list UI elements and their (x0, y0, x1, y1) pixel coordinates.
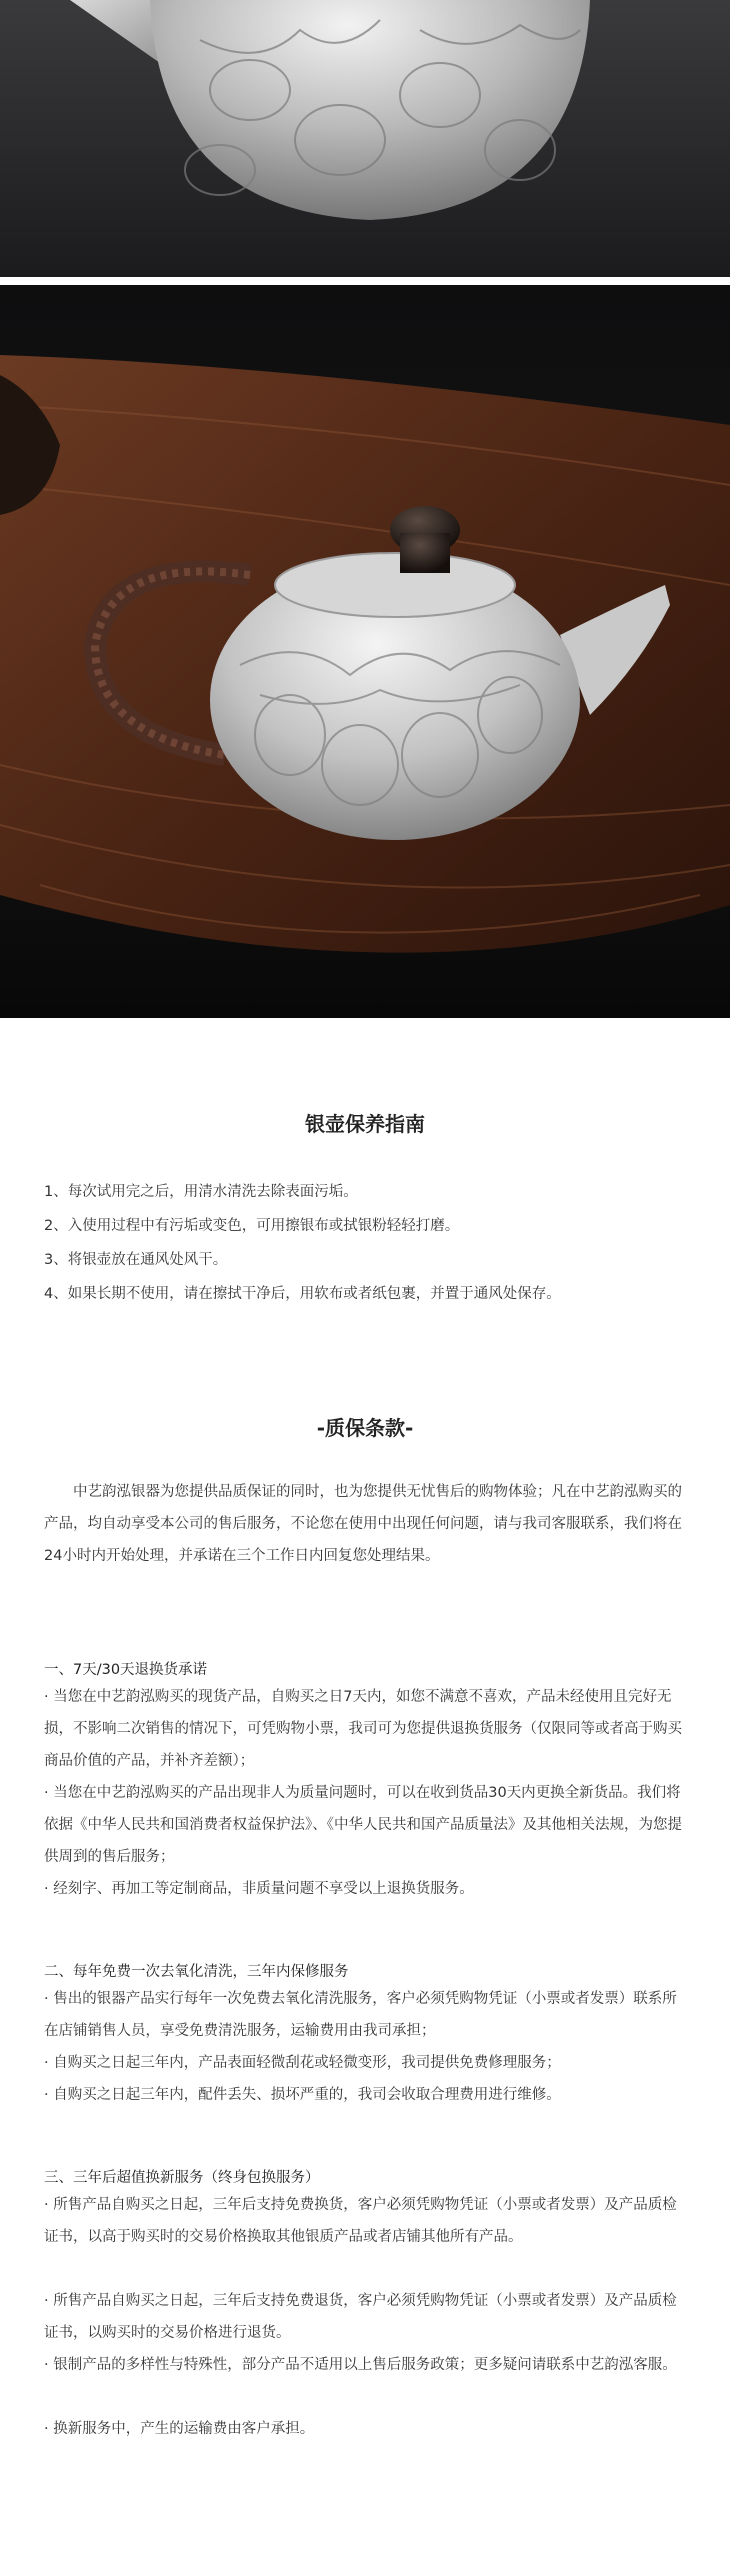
care-guide-title: 银壶保养指南 (305, 1112, 425, 1136)
photo-divider (0, 277, 730, 285)
care-step: 4、如果长期不使用，请在擦拭干净后，用软布或者纸包裹，并置于通风处保存。 (44, 1286, 561, 1302)
warranty-item: · 所售产品自购买之日起，三年后支持免费换货，客户必须凭购物凭证（小票或者发票）及产品质检证书，以高于购买时的交易价格换取其他银质产品或者店铺其他所有产品。 (44, 2197, 677, 2245)
warranty-item: · 售出的银器产品实行每年一次免费去氧化清洗服务，客户必须凭购物凭证（小票或者发票）联系所在店铺销售人员，享受免费清洗服务，运输费用由我司承担； (44, 1991, 677, 2039)
warranty-item: · 当您在中艺韵泓购买的产品出现非人为质量问题时，可以在收到货品30天内更换全新货品。我们将依据《中华人民共和国消费者权益保护法》、《中华人民共和国产品质量法》及其他相关法规，为您提供周到的售后服务； (44, 1785, 682, 1865)
warranty-item: · 经刻字、再加工等定制商品，非质量问题不享受以上退换货服务。 (44, 1881, 474, 1897)
warranty-item: · 所售产品自购买之日起，三年后支持免费退货，客户必须凭购物凭证（小票或者发票）及产品质检证书，以购买时的交易价格进行退货。 (44, 2293, 677, 2341)
care-step: 2、入使用过程中有污垢或变色，可用擦银布或拭银粉轻轻打磨。 (44, 1218, 460, 1234)
warranty-title: -质保条款- (316, 1416, 414, 1440)
warranty-item: · 当您在中艺韵泓购买的现货产品，自购买之日7天内，如您不满意不喜欢，产品未经使用且完好无损，不影响二次销售的情况下，可凭购物小票，我司可为您提供退换货服务（仅限同等或者高于购买商品价值的产品，并补齐差额）； (44, 1689, 682, 1769)
warranty-section-heading: 三、三年后超值换新服务（终身包换服务） (44, 2170, 320, 2186)
teapot-closeup-photo (0, 0, 730, 277)
warranty-item: · 自购买之日起三年内，产品表面轻微刮花或轻微变形，我司提供免费修理服务； (44, 2055, 561, 2071)
warranty-item: · 换新服务中，产生的运输费由客户承担。 (44, 2421, 315, 2437)
care-step: 1、每次试用完之后，用清水清洗去除表面污垢。 (44, 1184, 358, 1200)
warranty-intro: 中艺韵泓银器为您提供品质保证的同时，也为您提供无忧售后的购物体验；凡在中艺韵泓购买的产品，均自动享受本公司的售后服务，不论您在使用中出现任何问题，请与我司客服联系，我们将在24小时内开始处理，并承诺在三个工作日内回复您处理结果。 (44, 1484, 682, 1564)
warranty-item: · 银制产品的多样性与特殊性，部分产品不适用以上售后服务政策；更多疑问请联系中艺韵泓客服。 (44, 2357, 677, 2373)
warranty-item: · 自购买之日起三年内，配件丢失、损坏严重的，我司会收取合理费用进行维修。 (44, 2087, 561, 2103)
warranty-section-heading: 二、每年免费一次去氧化清洗，三年内保修服务 (44, 1964, 349, 1980)
warranty-section-heading: 一、7天/30天退换货承诺 (44, 1662, 208, 1678)
teapot-on-tray-photo (0, 285, 730, 1018)
care-step: 3、将银壶放在通风处风干。 (44, 1252, 228, 1268)
